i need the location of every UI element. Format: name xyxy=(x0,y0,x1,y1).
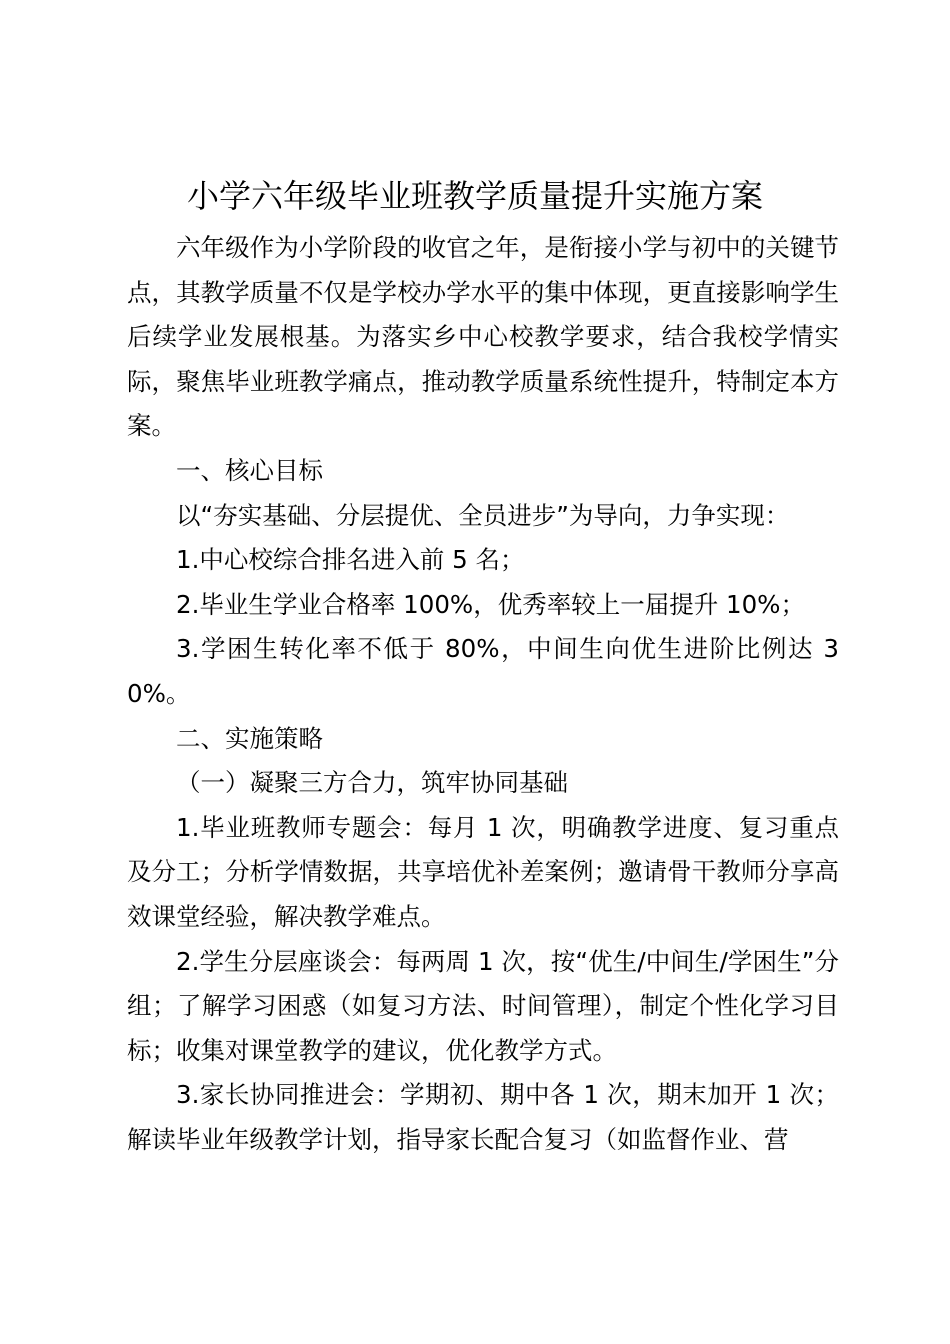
strategy-item-1: 1.毕业班教师专题会：每月 1 次，明确教学进度、复习重点及分工；分析学情数据，共享培优补差案例；邀请骨干教师分享高效课堂经验，解决教学难点。 xyxy=(127,812,839,931)
strategy-item-2: 2.学生分层座谈会：每两周 1 次，按“优生/中间生/学困生”分组；了解学习困惑（如复习方法、时间管理），制定个性化学习目标；收集对课堂教学的建议，优化教学方式。 xyxy=(127,946,839,1065)
section-heading-strategies: 二、实施策略 xyxy=(176,723,323,753)
intro-paragraph: 六年级作为小学阶段的收官之年，是衔接小学与初中的关键节点，其教学质量不仅是学校办学水平的集中体现，更直接影响学生后续学业发展根基。为落实乡中心校教学要求，结合我校学情实际，聚焦毕业班教学痛点，推动教学质量系统性提升，特制定本方案。 xyxy=(127,233,839,441)
strategy-item-3: 3.家长协同推进会：学期初、期中各 1 次，期末加开 1 次；解读毕业年级教学计划，指导家长配合复习（如监督作业、营 xyxy=(127,1080,839,1154)
goals-lead-paragraph: 以“夯实基础、分层提优、全员进步”为导向，力争实现： xyxy=(176,500,790,530)
goal-item-3: 3.学困生转化率不低于 80%，中间生向优生进阶比例达 30%。 xyxy=(127,634,839,708)
section-heading-core-goals: 一、核心目标 xyxy=(176,455,323,485)
document-title: 小学六年级毕业班教学质量提升实施方案 xyxy=(186,177,763,215)
document-body xyxy=(127,226,839,1162)
subsection-heading-collaboration: （一）凝聚三方合力，筑牢协同基础 xyxy=(176,768,568,798)
goal-item-2: 2.毕业生学业合格率 100%，优秀率较上一届提升 10%； xyxy=(176,589,805,619)
goal-item-1: 1.中心校综合排名进入前 5 名； xyxy=(176,545,525,575)
